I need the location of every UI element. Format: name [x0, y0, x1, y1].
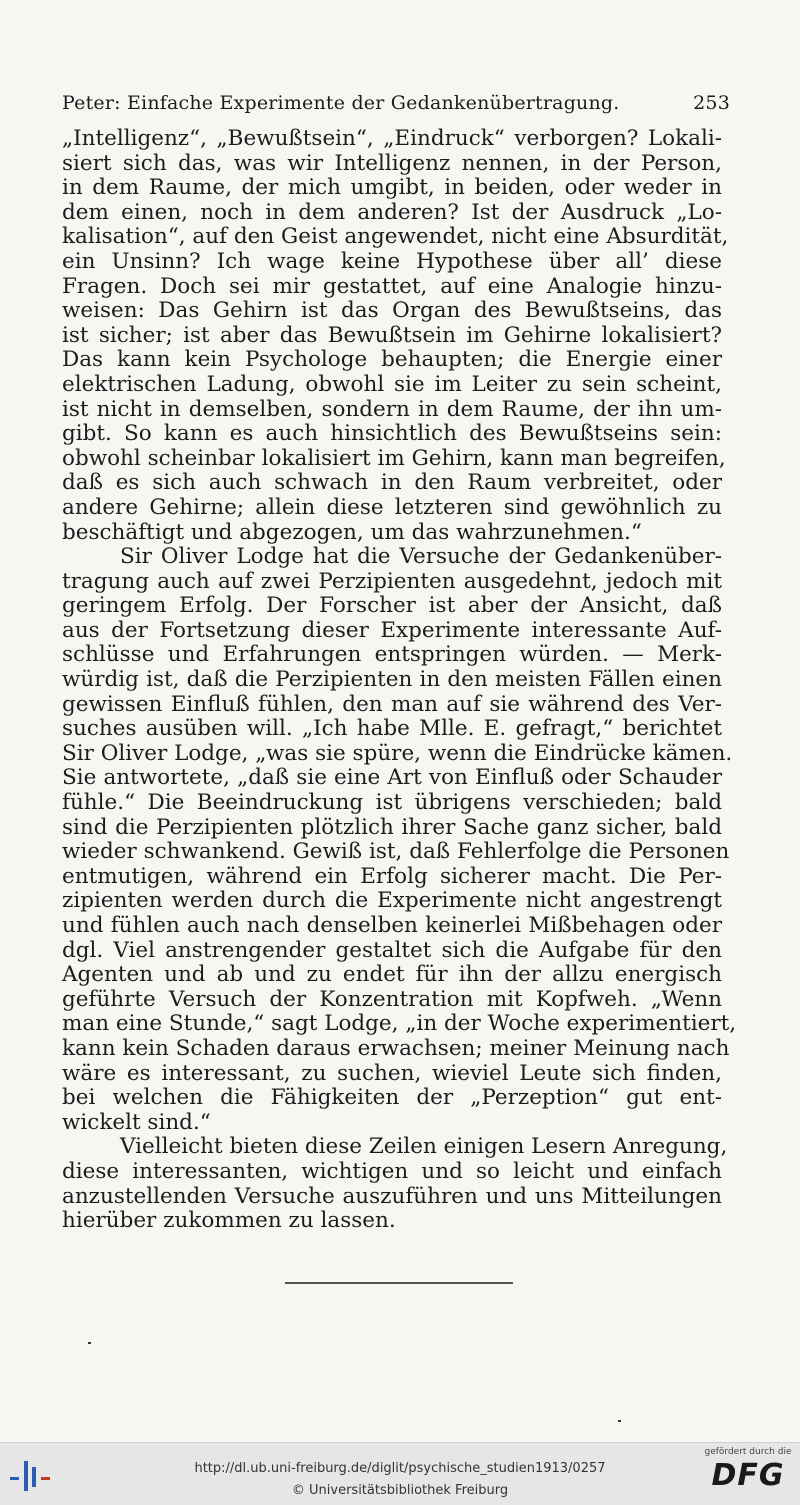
page-number: 253	[693, 92, 730, 114]
text-line: dgl. Viel anstrengender gestaltet sich die Aufgabe für den	[62, 937, 722, 963]
text-line: geringem Erfolg. Der Forscher ist aber der Ansicht, daß	[62, 593, 722, 619]
text-line: ist nicht in demselben, sondern in dem Raume, der ihn um-	[62, 396, 722, 422]
text-line: gewissen Einfluß fühlen, den man auf sie während des Ver-	[62, 691, 722, 717]
text-line: elektrischen Ladung, obwohl sie im Leiter zu sein scheint,	[62, 371, 722, 397]
text-line: anzustellenden Versuche auszuführen und uns Mitteilungen	[62, 1183, 722, 1209]
text-line: Sir Oliver Lodge hat die Versuche der Gedankenüber-	[120, 544, 722, 570]
text-line: Vielleicht bieten diese Zeilen einigen Lesern Anregung,	[120, 1134, 728, 1160]
text-line: siert sich das, was wir Intelligenz nennen, in der Person,	[62, 150, 722, 176]
text-line: andere Gehirne; allein diese letzteren sind gewöhnlich zu	[62, 494, 722, 520]
section-divider	[285, 1282, 513, 1284]
text-line: kann kein Schaden daraus erwachsen; meiner Meinung nach	[62, 1035, 730, 1061]
text-line: daß es sich auch schwach in den Raum verbreitet, oder	[62, 470, 722, 496]
text-line: und fühlen auch nach denselben keinerlei Mißbehagen oder	[62, 913, 722, 938]
text-line: suches ausüben will. „Ich habe Mlle. E. gefragt,“ berichtet	[62, 716, 722, 742]
text-line: gibt. So kann es auch hinsichtlich des Bewußtseins sein:	[62, 421, 722, 447]
text-line: Sie antwortete, „daß sie eine Art von Einfluß oder Schauder	[62, 765, 722, 791]
text-line: entmutigen, während ein Erfolg sicherer macht. Die Per-	[62, 863, 722, 889]
page-header	[62, 92, 730, 114]
text-line: obwohl scheinbar lokalisiert im Gehirn, kann man begreifen,	[62, 445, 726, 471]
text-line: tragung auch auf zwei Perzipienten ausgedehnt, jedoch mit	[62, 568, 722, 594]
text-line: aus der Fortsetzung dieser Experimente interessante Auf-	[62, 617, 722, 643]
dfg-logo	[700, 1447, 796, 1503]
text-line: ein Unsinn? Ich wage keine Hypothese über all’ diese	[62, 248, 722, 274]
running-title: Peter: Einfache Experimente der Gedankenübertragung.	[62, 92, 620, 114]
text-line: Das kann kein Psychologe behaupten; die Energie einer	[62, 347, 722, 373]
text-line: zipienten werden durch die Experimente nicht angestrengt	[62, 888, 722, 914]
dfg-tagline: gefördert durch die	[704, 1447, 792, 1457]
text-line: in dem Raume, der mich umgibt, in beiden, oder weder in	[62, 175, 722, 201]
text-line: dem einen, noch in dem anderen? Ist der Ausdruck „Lo-	[62, 199, 722, 225]
text-line: würdig ist, daß die Perzipienten in den meisten Fällen einen	[62, 667, 722, 693]
text-line: Fragen. Doch sei mir gestattet, auf eine Analogie hinzu-	[62, 273, 722, 299]
permalink-url[interactable]: http://dl.ub.uni-freiburg.de/diglit/psychische_studien1913/0257	[194, 1461, 606, 1476]
text-line: hierüber zukommen zu lassen.	[62, 1208, 396, 1234]
body-text	[62, 126, 737, 1234]
text-line: fühle.“ Die Beeindruckung ist übrigens verschieden; bald	[62, 790, 722, 816]
text-line: Sir Oliver Lodge, „was sie spüre, wenn die Eindrücke kämen.	[62, 740, 733, 766]
text-line: wickelt sind.“	[62, 1109, 211, 1135]
text-line: „Intelligenz“, „Bewußtsein“, „Eindruck“ verborgen? Lokali-	[62, 126, 722, 151]
text-line: man eine Stunde,“ sagt Lodge, „in der Woche experimentiert,	[62, 1011, 737, 1037]
text-line: weisen: Das Gehirn ist das Organ des Bewußtseins, das	[62, 298, 722, 324]
scan-speck	[618, 1420, 621, 1422]
text-line: ist sicher; ist aber das Bewußtsein im Gehirne lokalisiert?	[62, 322, 722, 348]
text-line: diese interessanten, wichtigen und so leicht und einfach	[62, 1158, 722, 1184]
text-line: wieder schwankend. Gewiß ist, daß Fehlerfolge die Personen	[62, 839, 730, 865]
text-line: kalisation“, auf den Geist angewendet, nicht eine Absurdität,	[62, 224, 729, 250]
dfg-logo-text: DFG	[711, 1458, 785, 1493]
text-line: wäre es interessant, zu suchen, wieviel Leute sich finden,	[62, 1060, 722, 1086]
copyright-notice: © Universitätsbibliothek Freiburg	[291, 1483, 509, 1498]
text-line: beschäftigt und abgezogen, um das wahrzunehmen.“	[62, 519, 642, 545]
text-line: Agenten und ab und zu endet für ihn der allzu energisch	[62, 962, 722, 988]
text-line: sind die Perzipienten plötzlich ihrer Sache ganz sicher, bald	[62, 814, 722, 840]
scan-speck	[88, 1342, 91, 1344]
text-line: schlüsse und Erfahrungen entspringen würden. — Merk-	[62, 642, 722, 668]
viewer-footer	[0, 1442, 800, 1505]
text-line: bei welchen die Fähigkeiten der „Perzeption“ gut ent-	[62, 1085, 722, 1111]
text-line: geführte Versuch der Konzentration mit Kopfweh. „Wenn	[62, 986, 722, 1012]
